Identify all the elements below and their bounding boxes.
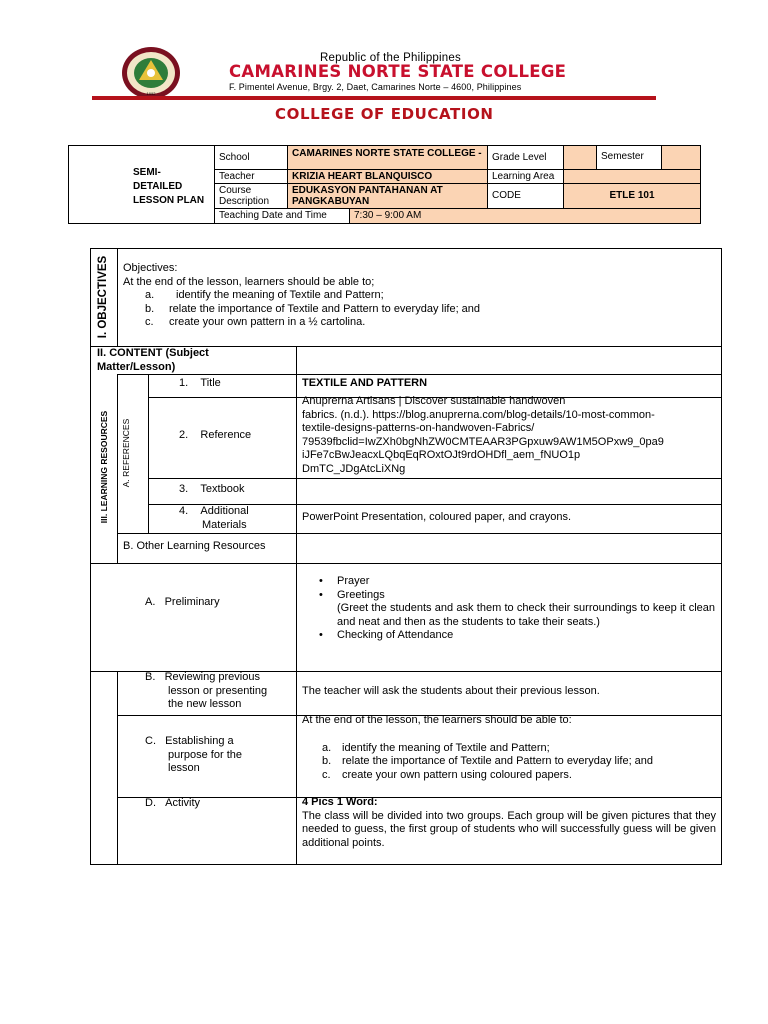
- learning-area-value: [564, 170, 700, 184]
- additional-materials-label: 4. Additional Materials: [179, 505, 249, 531]
- teaching-date-value: 7:30 – 9:00 AM: [350, 209, 700, 223]
- preliminary-content: [309, 575, 715, 643]
- preliminary-note: (Greet the students and ask them to check their surroundings to keep it clean and neat and then as the students to take their seats.): [337, 602, 715, 628]
- row-divider: [117, 533, 721, 534]
- reference-label: 2. Reference: [179, 429, 252, 441]
- references-label: A. REFERENCES: [121, 418, 131, 488]
- col-divider: [117, 671, 118, 864]
- reviewing-value: The teacher will ask the students about their previous lesson.: [302, 685, 600, 697]
- title-value: TEXTILE AND PATTERN: [302, 377, 428, 389]
- objectives-intro: At the end of the lesson, learners should be able to;: [123, 275, 375, 288]
- code-label: CODE: [488, 184, 564, 209]
- reviewing-label: B. Reviewing previous lesson or presenting the new lesson: [145, 671, 268, 710]
- col-divider: [117, 374, 118, 564]
- plan-type-cell: [69, 146, 215, 223]
- lesson-plan-table: [90, 248, 722, 865]
- preliminary-item: • Greetings: [309, 589, 715, 603]
- semester-label: Semester: [597, 146, 662, 170]
- objective-item: c. create your own pattern in a ½ cartolina.: [145, 316, 366, 328]
- preliminary-item: • Checking of Attendance: [309, 629, 715, 643]
- learning-area-label: Learning Area: [488, 170, 564, 184]
- textbook-label: 3. Textbook: [179, 483, 245, 495]
- college-address: F. Pimentel Avenue, Brgy. 2, Daet, Camarines Norte – 4600, Philippines: [229, 82, 522, 92]
- teacher-label: Teacher: [215, 170, 288, 184]
- objective-item: a. identify the meaning of Textile and Pattern;: [145, 289, 384, 301]
- title-label: 1. Title: [179, 377, 221, 389]
- objectives-section-label: I. OBJECTIVES: [97, 255, 109, 339]
- activity-label: D. Activity: [145, 797, 201, 809]
- purpose-item: a. identify the meaning of Textile and Pattern;: [322, 741, 550, 754]
- col-divider: [296, 346, 297, 864]
- teaching-date-label: Teaching Date and Time: [215, 209, 350, 223]
- col-divider: [117, 249, 118, 346]
- course-description-label: Course Description: [215, 184, 288, 209]
- other-resources-label: B. Other Learning Resources: [123, 540, 266, 552]
- purpose-item: c. create your own pattern using coloured papers.: [322, 768, 572, 781]
- grade-level-label: Grade Level: [488, 146, 564, 170]
- purpose-label: C. Establishing a purpose for the lesson: [145, 735, 242, 774]
- school-value: CAMARINES NORTE STATE COLLEGE -: [288, 146, 488, 170]
- row-divider: [148, 478, 721, 479]
- seal-year: 1992: [146, 91, 156, 96]
- col-divider: [148, 374, 149, 533]
- reference-value: Anuprerna Artisans | Discover sustainable handwoven fabrics. (n.d.). https://blog.anuprerna.com/blog-details/10-most-common- textile-designs-patterns-on-handwoven-Fabrics/ 79539fbclid=IwZXh0bgNhZW0CMTEAAR3PGpxuw9AW1M5OPxw9_0pa9 iJFe7cBwJeacxLQbqEqROxtOJt9rdOHDfl_aem_fNUO1p DmTC_JDgAtcLiXNg: [302, 395, 664, 475]
- activity-text: The class will be divided into two groups. Each group will be given pictures that they needed to guess, the first group of students who will successfully guess will be given additional points.: [302, 809, 716, 849]
- department-title: COLLEGE OF EDUCATION: [275, 105, 494, 123]
- republic-line: Republic of the Philippines: [320, 52, 461, 64]
- activity-title: 4 Pics 1 Word:: [302, 796, 378, 808]
- objectives-block: [123, 262, 713, 330]
- teacher-value: KRIZIA HEART BLANQUISCO: [288, 170, 488, 184]
- header-divider: [92, 96, 656, 100]
- objective-item: b. relate the importance of Textile and Pattern to everyday life; and: [145, 302, 481, 315]
- college-seal-logo: [121, 46, 181, 100]
- course-description-value: EDUKASYON PANTAHANAN AT PANGKABUYAN: [288, 184, 488, 209]
- additional-materials-value: PowerPoint Presentation, coloured paper, and crayons.: [302, 511, 572, 523]
- row-divider: [117, 374, 721, 375]
- purpose-intro: At the end of the lesson, the learners should be able to:: [302, 714, 572, 726]
- grade-level-value: [564, 146, 597, 170]
- content-heading: II. CONTENT (Subject Matter/Lesson): [97, 347, 209, 373]
- activity-content: [302, 796, 716, 850]
- preliminary-item: • Prayer: [309, 575, 715, 589]
- school-label: School: [215, 146, 288, 170]
- preliminary-label: A. Preliminary: [145, 596, 220, 608]
- semester-value: [662, 146, 700, 170]
- lesson-info-table: [68, 145, 701, 224]
- row-divider: [91, 563, 721, 564]
- learning-resources-section-label: III. LEARNING RESOURCES: [99, 410, 109, 524]
- objectives-heading: Objectives:: [123, 262, 178, 274]
- purpose-content: [302, 714, 716, 782]
- code-value: ETLE 101: [564, 184, 700, 209]
- plan-type-label: SEMI- DETAILED LESSON PLAN: [133, 167, 205, 206]
- purpose-item: b. relate the importance of Textile and Pattern to everyday life; and: [322, 755, 654, 767]
- college-name: CAMARINES NORTE STATE COLLEGE: [229, 62, 567, 81]
